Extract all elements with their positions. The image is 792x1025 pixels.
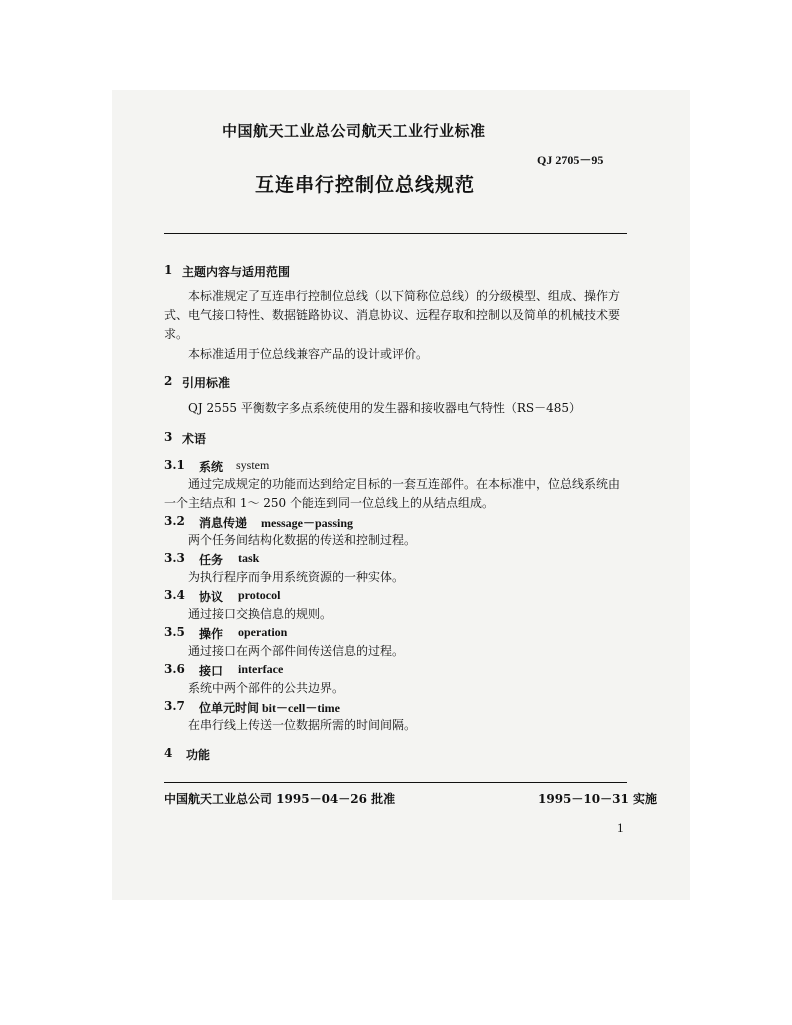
term-chinese: 系统 xyxy=(199,460,224,474)
section-3-heading: 术语 xyxy=(182,432,207,446)
term-definition: 系统中两个部件的公共边界。 xyxy=(188,681,345,695)
term-chinese: 消息传递 xyxy=(199,516,248,530)
term-number: 3.5 xyxy=(164,625,185,639)
section-2-number: 2 xyxy=(164,374,173,388)
section-1-para-1-line-2: 式、电气接口特性、数据链路协议、消息协议、远程存取和控制以及简单的机械技术要 xyxy=(164,308,621,322)
term-number: 3.6 xyxy=(164,662,185,676)
section-1-number: 1 xyxy=(164,263,173,277)
term-definition: 在串行线上传送一位数据所需的时间间隔。 xyxy=(188,718,417,732)
term-english: interface xyxy=(238,662,284,676)
footer-rule xyxy=(164,782,627,783)
document-title: 互连串行控制位总线规范 xyxy=(255,174,476,196)
term-chinese: 接口 xyxy=(199,664,224,678)
approval-date: 中国航天工业总公司 1995－04－26 批准 xyxy=(164,792,396,806)
term-definition: 为执行程序而争用系统资源的一种实体。 xyxy=(188,570,405,584)
page-number: 1 xyxy=(617,820,624,835)
term-english: task xyxy=(238,551,260,565)
term-definition-cont: 一个主结点和 1～ 250 个能连到同一位总线上的从结点组成。 xyxy=(164,496,494,510)
header-rule xyxy=(164,233,627,234)
term-english: operation xyxy=(238,625,288,639)
referenced-standard: QJ 2555 平衡数字多点系统使用的发生器和接收器电气特性（RS－485） xyxy=(188,401,581,415)
term-chinese: 位单元时间 xyxy=(199,701,260,715)
term-number: 3.2 xyxy=(164,514,185,528)
section-1-heading: 主题内容与适用范围 xyxy=(182,265,291,279)
effective-date: 1995－10－31 实施 xyxy=(538,792,657,806)
section-1-para-1-line-3: 求。 xyxy=(164,327,189,341)
section-3-number: 3 xyxy=(164,430,173,444)
term-english: system xyxy=(236,458,270,472)
term-chinese: 操作 xyxy=(199,627,224,641)
section-4-number: 4 xyxy=(164,746,173,760)
standard-code: QJ 2705－95 xyxy=(537,153,604,167)
term-definition: 通过完成规定的功能而达到给定目标的一套互连部件。在本标准中，位总线系统由 xyxy=(188,477,621,491)
section-1-para-1-line-1: 本标准规定了互连串行控制位总线（以下简称位总线）的分级模型、组成、操作方 xyxy=(188,289,621,303)
term-english: bit－cell－time xyxy=(262,701,340,715)
term-number: 3.3 xyxy=(164,551,185,565)
term-definition: 两个任务间结构化数据的传送和控制过程。 xyxy=(188,533,417,547)
term-number: 3.4 xyxy=(164,588,185,602)
term-definition: 通过接口交换信息的规则。 xyxy=(188,607,333,621)
section-1-para-2: 本标准适用于位总线兼容产品的设计或评价。 xyxy=(188,347,429,361)
term-number: 3.7 xyxy=(164,699,185,713)
term-english: protocol xyxy=(238,588,281,602)
section-2-heading: 引用标准 xyxy=(182,376,231,390)
term-chinese: 任务 xyxy=(199,553,224,567)
section-4-heading: 功能 xyxy=(186,748,211,762)
term-number: 3.1 xyxy=(164,458,185,472)
term-chinese: 协议 xyxy=(199,590,224,604)
issuing-organization: 中国航天工业总公司航天工业行业标准 xyxy=(222,122,486,140)
term-english: message－passing xyxy=(261,516,354,530)
term-definition: 通过接口在两个部件间传送信息的过程。 xyxy=(188,644,405,658)
